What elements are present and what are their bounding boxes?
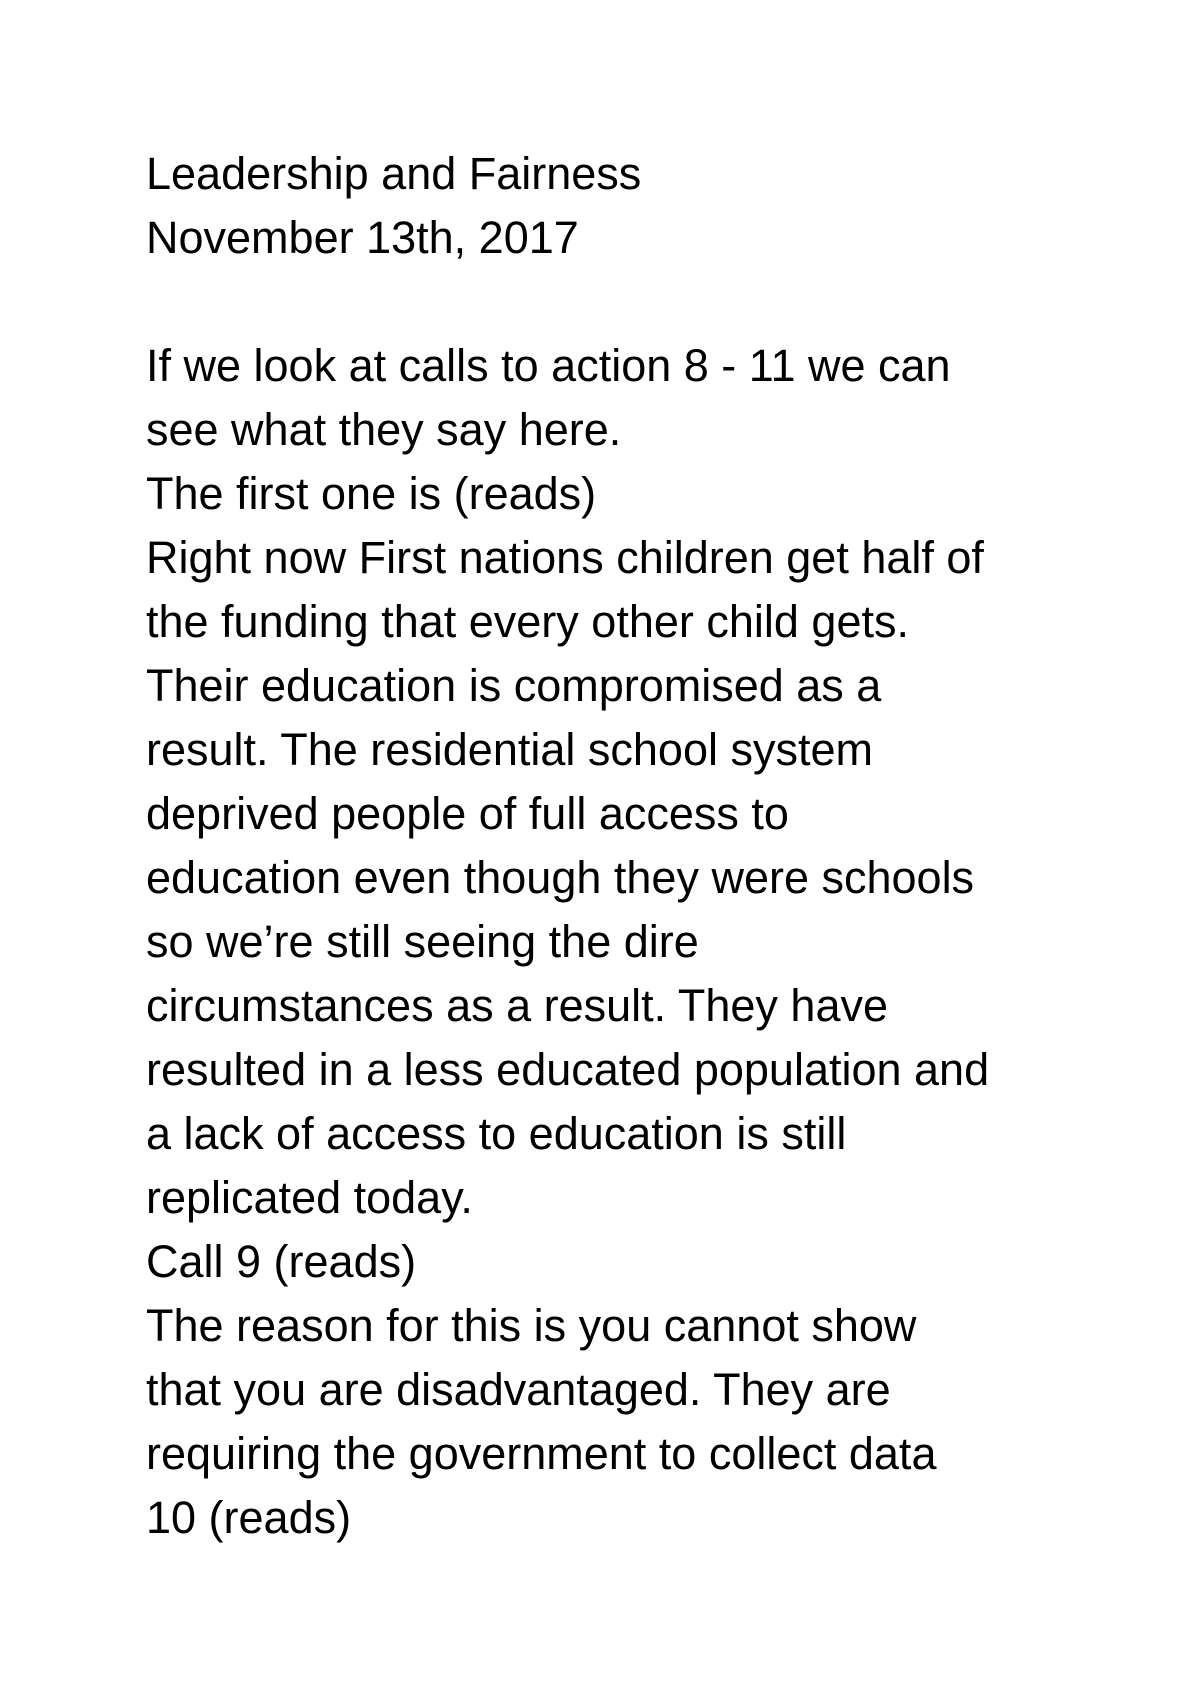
text-line: so we’re still seeing the dire bbox=[146, 916, 699, 967]
text-line: the funding that every other child gets. bbox=[146, 596, 909, 647]
text-line: that you are disadvantaged. They are bbox=[146, 1364, 891, 1415]
text-line: requiring the government to collect data bbox=[146, 1428, 937, 1479]
text-line: Right now First nations children get half of bbox=[146, 532, 984, 583]
text-line: resulted in a less educated population and bbox=[146, 1044, 990, 1095]
text-line: circumstances as a result. They have bbox=[146, 980, 888, 1031]
text-line: replicated today. bbox=[146, 1172, 473, 1223]
document-body bbox=[146, 142, 1086, 1550]
text-line: The reason for this is you cannot show bbox=[146, 1300, 917, 1351]
text-line: Their education is compromised as a bbox=[146, 660, 882, 711]
text-line: If we look at calls to action 8 - 11 we can bbox=[146, 340, 951, 391]
document-title: Leadership and Fairness bbox=[146, 148, 642, 199]
text-line: deprived people of full access to bbox=[146, 788, 789, 839]
paragraph-spacer bbox=[146, 270, 1086, 334]
text-line: see what they say here. bbox=[146, 404, 622, 455]
text-line: education even though they were schools bbox=[146, 852, 975, 903]
text-line: The first one is (reads) bbox=[146, 468, 597, 519]
text-line: 10 (reads) bbox=[146, 1492, 352, 1543]
document-date: November 13th, 2017 bbox=[146, 212, 579, 263]
text-line: Call 9 (reads) bbox=[146, 1236, 417, 1287]
text-line: result. The residential school system bbox=[146, 724, 873, 775]
text-line: a lack of access to education is still bbox=[146, 1108, 847, 1159]
